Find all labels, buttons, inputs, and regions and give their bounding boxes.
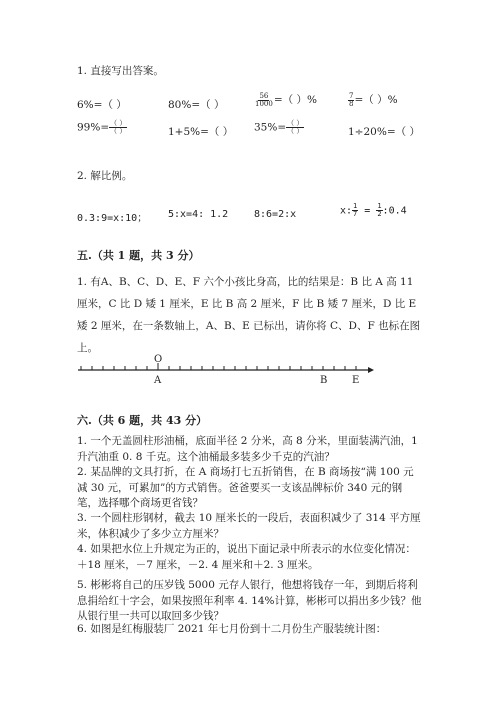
number-line-arrow: [368, 367, 374, 373]
origin-label: O: [154, 354, 163, 365]
question-1-heading: 1. 直接写出答案。: [77, 65, 164, 77]
section-6-question-6: 6. 如图是红梅服装厂 2021 年七月份到十二月份生产服装统计图：: [77, 623, 387, 635]
number-line-svg: [76, 352, 376, 386]
section-6-question-3: 3. 一个圆柱形钢材，截去 10 厘米长的一段后，表面积减少了 314 平方厘米，体积减少了多少立方厘米？: [77, 512, 421, 540]
question-2-heading: 2. 解比例。: [77, 170, 133, 182]
proportion-b: 5:x=4: 1.2: [168, 209, 229, 220]
section-5-question-text: 1. 有A、B、C、D、E、F 六个小孩比身高，比的结果是：B 比 A 高 11 厘米，C 比 D 矮 1 厘米，E 比 B 高 2 厘米，F 比 B 矮 7 厘米，D 比 E 矮 2 厘米，在一条数轴上，A、B、E 已标出，请你将 C、D、F 也标在图上。: [77, 276, 421, 354]
item-99-percent: 99%= $\frac{( )}{( )}$: [77, 119, 127, 135]
item-1-div-20-percent: 1÷20%=（ ）: [348, 126, 420, 138]
fraction-blank: $\frac{( )}{( )}$: [110, 119, 127, 135]
fraction-1-7: $\frac{1}{7}$: [353, 202, 358, 218]
item-1-plus-5-percent: 1+5%=（ ）: [168, 126, 234, 138]
fraction-7-8: $\frac{7}{8}$: [349, 91, 354, 108]
fraction-blank: $\frac{( )}{( )}$: [287, 119, 304, 135]
item-56-over-1000: $\frac{56}{1000}$ =（ ）%: [255, 91, 317, 108]
point-a-label: A: [154, 375, 162, 386]
proportion-d: x: $\frac{1}{7}$ = $\frac{1}{2}$ :0.4: [340, 202, 407, 218]
item-35-percent: 35%= $\frac{( )}{( )}$: [254, 119, 304, 135]
section-6-heading: 六.（共 6 题，共 43 分）: [77, 414, 208, 427]
number-line-ticks: [81, 363, 356, 370]
section-6-question-1: 1. 一个无盖圆柱形油桶，底面半径 2 分米，高 8 分米，里面装满汽油，1 升汽油重 0. 8 千克。这个油桶最多装多少千克的汽油？: [77, 435, 418, 463]
point-e-label: E: [352, 375, 360, 386]
section-6-question-4-values: ＋18 厘米，－7 厘米，－2. 4 厘米和＋2. 3 厘米。: [77, 559, 319, 571]
section-6-question-4: 4. 如果把水位上升规定为正的，说出下面记录中所表示的水位变化情况：: [77, 543, 416, 555]
section-5-heading: 五.（共 1 题，共 3 分）: [77, 249, 200, 262]
number-line: [76, 352, 376, 389]
proportion-c: 8:6=2:x: [254, 209, 297, 220]
fraction-56-1000: $\frac{56}{1000}$: [255, 91, 273, 108]
item-6-percent: 6%=（ ）: [77, 99, 127, 111]
item-7-over-8: $\frac{7}{8}$ =（ ）%: [349, 91, 398, 108]
item-80-percent: 80%=（ ）: [168, 99, 225, 111]
proportion-a: 0.3:9=x:10；: [77, 213, 148, 224]
point-b-label: B: [320, 375, 328, 386]
fraction-1-2: $\frac{1}{2}$: [377, 202, 382, 218]
section-6-question-2: 2. 某品牌的文具打折，在 A 商场打七五折销售，在 B 商场按“满 100 元减 30 元，可累加”的方式销售。爸爸要买一支该品牌标价 340 元的钢笔，选择哪个商场更省钱？: [77, 466, 414, 509]
section-6-question-5: 5. 彬彬将自己的压岁钱 5000 元存人银行，他想将钱存一年，到期后将利息捐给红十字会，如果按照年利率 4. 14%计算，彬彬可以捐出多少钱？他从银行里一共可以取回多少钱？: [77, 579, 422, 622]
